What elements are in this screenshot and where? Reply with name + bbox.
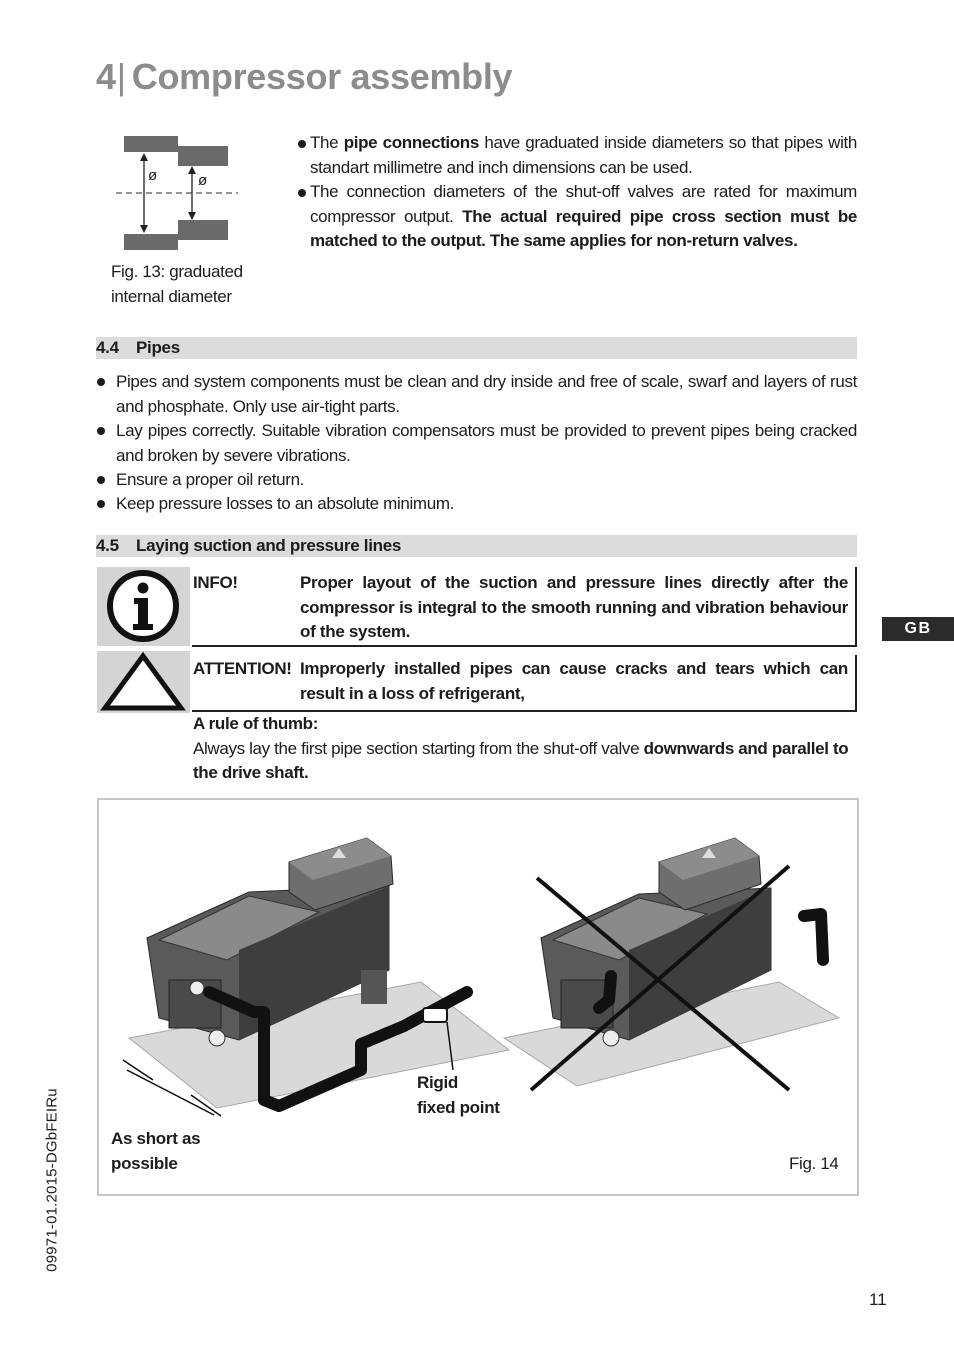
rule-text: Always lay the first pipe section starting from the shut-off valve downwards and parallel to the drive shaft. bbox=[193, 738, 849, 782]
section-number: 4.5 bbox=[96, 536, 119, 555]
fig13-caption-line1: Fig. 13: graduated bbox=[111, 262, 243, 281]
pipes-bullet-1: Pipes and system components must be clean and dry inside and free of scale, swarf and layers of rust and phosphate. Only use air-tight parts. bbox=[116, 372, 857, 416]
info-icon bbox=[97, 567, 190, 646]
bullet-dot bbox=[97, 427, 105, 435]
warning-triangle-icon bbox=[97, 651, 190, 713]
graduated-diameter-diagram bbox=[110, 128, 242, 254]
bullet-dot bbox=[97, 476, 105, 484]
fig14-illustration bbox=[97, 798, 859, 1196]
label-as-short-as-possible: As short as possible bbox=[111, 1129, 201, 1173]
pipes-bullet-3: Ensure a proper oil return. bbox=[116, 470, 305, 489]
page-number: 11 bbox=[869, 1290, 887, 1309]
section-title: Pipes bbox=[136, 338, 180, 357]
chapter-separator: | bbox=[116, 56, 126, 97]
section-number: 4.4 bbox=[96, 338, 119, 357]
rule-of-thumb bbox=[193, 712, 857, 786]
chapter-title bbox=[96, 56, 512, 98]
info-box bbox=[192, 567, 857, 647]
compressor-illustrations bbox=[99, 800, 857, 1194]
section-title: Laying suction and pressure lines bbox=[136, 536, 402, 555]
rule-heading: A rule of thumb: bbox=[193, 714, 319, 733]
fig13-caption bbox=[111, 260, 243, 309]
language-tab: GB bbox=[882, 617, 954, 641]
info-text: Proper layout of the suction and pressure lines directly after the compressor is integral to the smooth running and vibration behaviour of the system. bbox=[300, 573, 848, 641]
compressor-incorrect bbox=[504, 838, 839, 1090]
fig14-caption: Fig. 14 bbox=[789, 1154, 839, 1173]
document-code: 09971-01.2015-DGbFEIRu bbox=[43, 1088, 61, 1272]
bullet-dot bbox=[97, 378, 105, 386]
chapter-number: 4 bbox=[96, 56, 116, 97]
pipes-bullet-2: Lay pipes correctly. Suitable vibration compensators must be provided to prevent pipes being cracked and broken by severe vibrations. bbox=[116, 421, 857, 465]
pipes-bullet-4: Keep pressure losses to an absolute minimum. bbox=[116, 494, 454, 513]
diameter-symbol-small: ø bbox=[198, 172, 208, 189]
chapter-title-text: Compressor assembly bbox=[131, 56, 513, 97]
label-rigid-fixed-point: Rigid fixed point bbox=[417, 1073, 500, 1117]
info-label: INFO! bbox=[193, 573, 238, 592]
intro-bullet-1: The pipe connections have graduated inside diameters so that pipes with standart millimetre and inch dimensions can be used. bbox=[310, 133, 857, 177]
attention-text: Improperly installed pipes can cause cracks and tears which can result in a loss of refrigerant, bbox=[300, 659, 848, 703]
section-heading-pipes bbox=[96, 337, 857, 359]
bullet-dot bbox=[298, 189, 306, 197]
section-heading-laying-lines bbox=[96, 535, 857, 557]
info-icon-panel bbox=[97, 567, 190, 646]
diameter-symbol-large: ø bbox=[148, 167, 158, 184]
fig13-caption-line2: internal diameter bbox=[111, 286, 232, 306]
intro-bullet-2: The connection diameters of the shut-off valves are rated for maximum compressor output. The actual required pipe cross section must be matched to the output. The same applies for non-return valves. bbox=[310, 182, 857, 250]
attention-box bbox=[192, 655, 857, 712]
warning-icon-panel bbox=[97, 651, 190, 713]
attention-label: ATTENTION! bbox=[193, 659, 292, 678]
bullet-dot bbox=[298, 140, 306, 148]
bullet-dot bbox=[97, 500, 105, 508]
